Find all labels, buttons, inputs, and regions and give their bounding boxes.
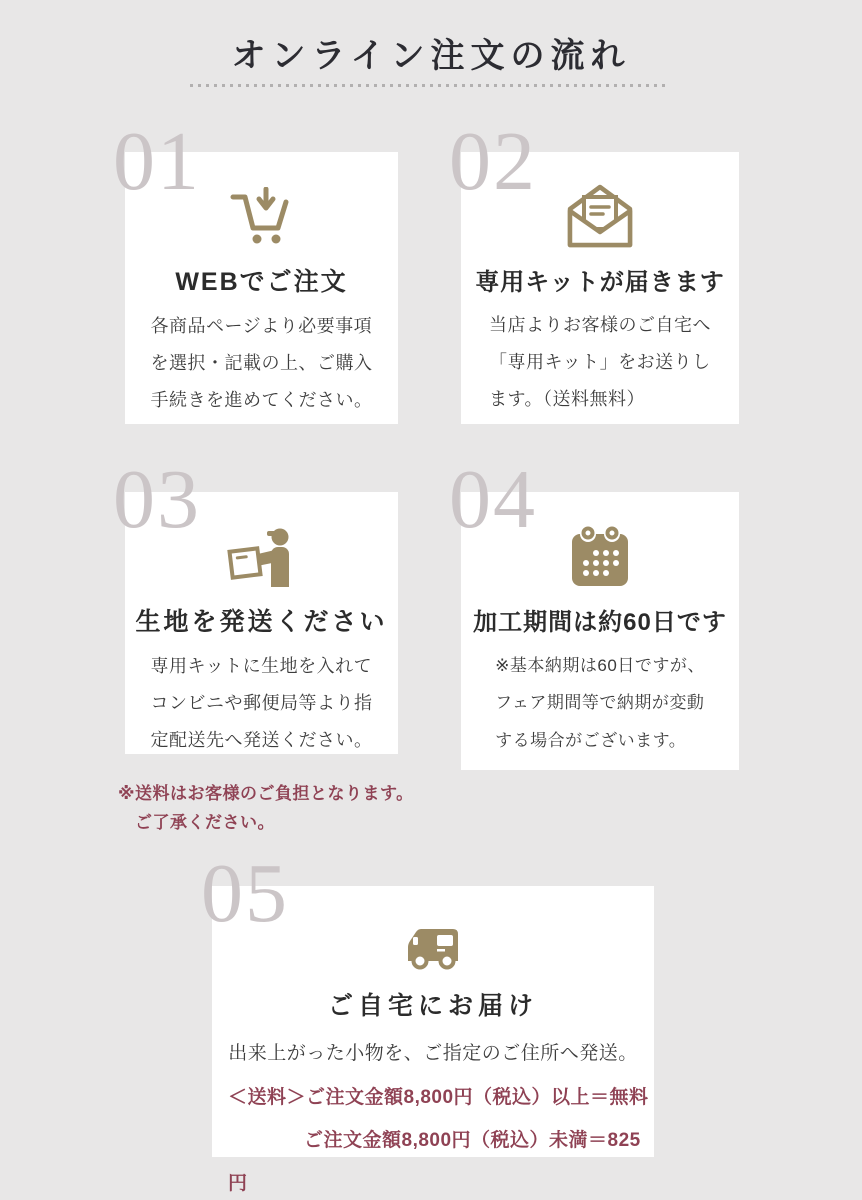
step-number-02: 02 [449, 115, 537, 208]
step-title: 専用キットが届きます [475, 269, 725, 296]
shipping-fee-free-line: ＜送料＞ご注文金額8,800円（税込）以上＝無料 [228, 1087, 649, 1108]
step-description: 専用キットに生地を入れて コンビニや郵便局等より指 定配送先へ発送ください。 [150, 656, 373, 750]
shipping-cost-note: ※送料はお客様のご負担となります。 ご了承ください。 [118, 784, 414, 832]
step-description: 各商品ページより必要事項 を選択・記載の上、ご購入 手続きを進めてください。 [150, 316, 373, 410]
step-number-03: 03 [113, 453, 201, 546]
step-number-05: 05 [201, 847, 289, 940]
step-description: 出来上がった小物を、ご指定のご住所へ発送。 [228, 1043, 638, 1064]
step-description: ※基本納期は60日ですが、 フェア期間等で納期が変動 する場合がございます。 [495, 656, 705, 750]
step-number-04: 04 [449, 453, 537, 546]
step-title: ご自宅にお届け [327, 992, 538, 1020]
step-number-01: 01 [113, 115, 201, 208]
dotted-divider [190, 84, 666, 87]
shipping-fee-details [212, 1077, 654, 1200]
step-title: WEBでご注文 [175, 268, 348, 296]
step-title: 加工期間は約60日です [473, 609, 727, 636]
shipping-fee-paid-line: ご注文金額8,800円（税込）未満＝825円 [228, 1129, 641, 1194]
page-title: オンライン注文の流れ [231, 37, 631, 75]
step-description: 当店よりお客様のご自宅へ 「専用キット」をお送りし ます。（送料無料） [489, 315, 711, 409]
step-title: 生地を発送ください [135, 608, 388, 636]
